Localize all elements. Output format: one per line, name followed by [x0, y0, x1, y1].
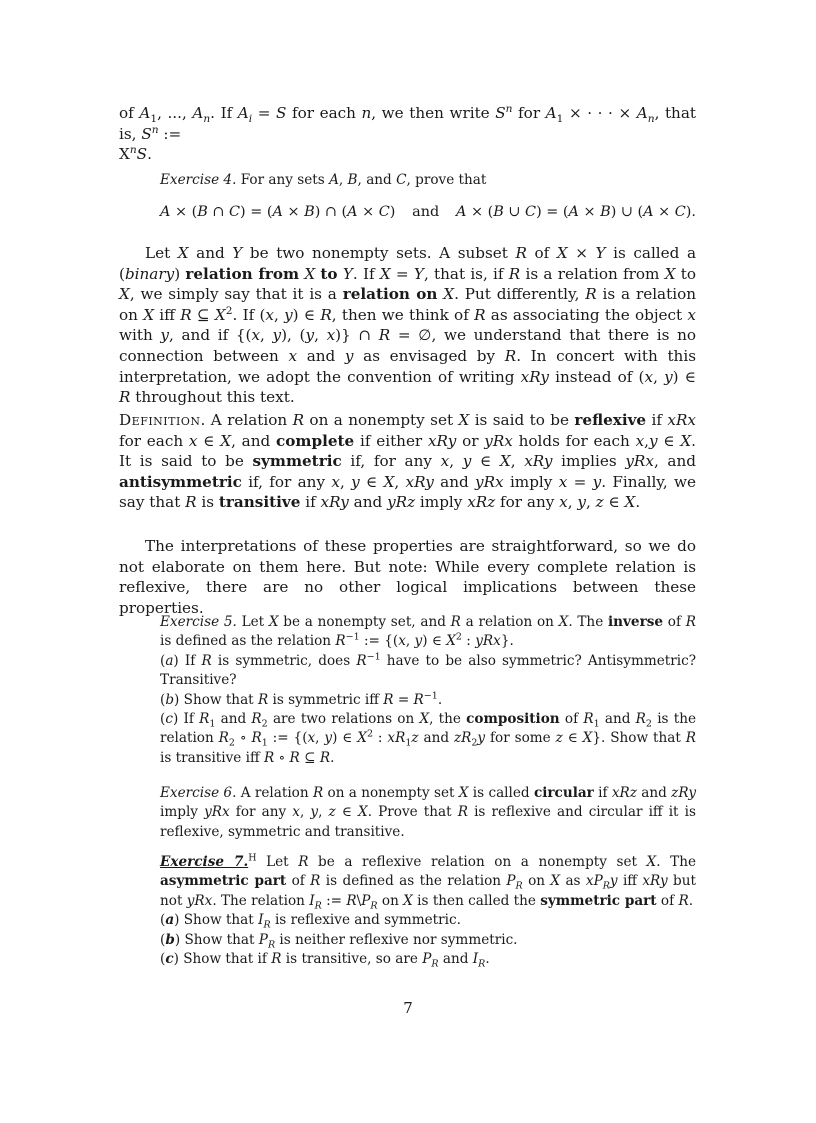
exercise-5: Exercise 5. Let X be a nonempty set, and R a relation on X. The inverse of R is defined as the relation $R^{-1}$ := {(x, y) ∈ $X^2$ : yRx}. (a) If R is symmetric, does $R^{-1}$ have to be also symmetric? Antisymmetric? Transitive? (b) Show that R is symmetric iff $R = R^{-1}$. (c) If $R_1$ and $R_2$ are two relations on X, the composition of $R_1$ and $R_2$ is the relation $R_2$ ∘ $R_1$ := {(x, y) ∈ $X^2$ : $xR_1z$ and $zR_2y$ for some z ∈ X}. Show that R is transitive iff R ∘ R ⊆ R.: [160, 614, 696, 766]
equation-intersection: A × (B ∩ C) = (A × B) ∩ (A × C): [160, 204, 396, 220]
exercise-4-intro: Exercise 4. For any sets A, B, and C, prove that: [160, 172, 487, 188]
relation-paragraph: Let X and Y be two nonempty sets. A subset R of X × Y is called a (binary) relation from X to Y. If X = Y, that is, if R is a relation from X to X, we simply say that it is a relation on X. Put differently, R is a relation on X iff R ⊆ $X^2$. If (x, y) ∈ R, then we think of R as associating the object x with y, and if {(x, y), (y, x)} ∩ R = ∅, we understand that there is no connection between x and y as envisaged by R. In concert with this interpretation, we adopt the convention of writing xRy instead of (x, y) ∈ R throughout this text.: [119, 244, 697, 407]
definition-paragraph: Definition. A relation R on a nonempty set X is said to be reflexive if xRx for each x ∈ X, and complete if either xRy or yRx holds for each x,y ∈ X. It is said to be symmetric if, for any x, y ∈ X, xRy implies yRx, and antisymmetric if, for any x, y ∈ X, xRy and yRx imply x = y. Finally, we say that R is transitive if xRy and yRz imply xRz for any x, y, z ∈ X.: [119, 411, 696, 512]
exercise-7: Exercise 7.$^H$ Let R be a reflexive relation on a nonempty set X. The asymmetric part of R is defined as the relation $P_R$ on X as $xP_Ry$ iff xRy but not yRx. The relation $I_R$ := $R\backslash P_R$ on X is then called the symmetric part of R. (a) Show that $I_R$ is reflexive and symmetric. (b) Show that $P_R$ is neither reflexive nor symmetric. (c) Show that if R is transitive, so are $P_R$ and $I_R$.: [160, 852, 696, 970]
equation-union: A × (B ∪ C) = (A × B) ∪ (A × C).: [456, 204, 696, 220]
intro-line-2: $X^nS$.: [119, 143, 152, 164]
equation-and: and: [412, 204, 440, 220]
page-number: 7: [403, 999, 413, 1017]
intro-text: [119, 103, 696, 165]
interpretation-paragraph: The interpretations of these properties are straightforward, so we do not elaborate on them here. But note: While every complete relation is reflexive, there are no other logical implications between these properties.: [119, 537, 696, 617]
exercise-4-equations: [160, 204, 696, 220]
exercise-6: Exercise 6. A relation R on a nonempty set X is called circular if xRz and zRy imply yRx for any x, y, z ∈ X. Prove that R is reflexive and circular iff it is reflexive, symmetric and transitive.: [160, 785, 697, 840]
intro-line-1: of $A_1$, ..., $A_n$. If $A_i = S$ for each n, we then write $S^n$ for $A_1$ × · · · × $A_n$, that is, $S^n$ :=: [119, 101, 697, 143]
